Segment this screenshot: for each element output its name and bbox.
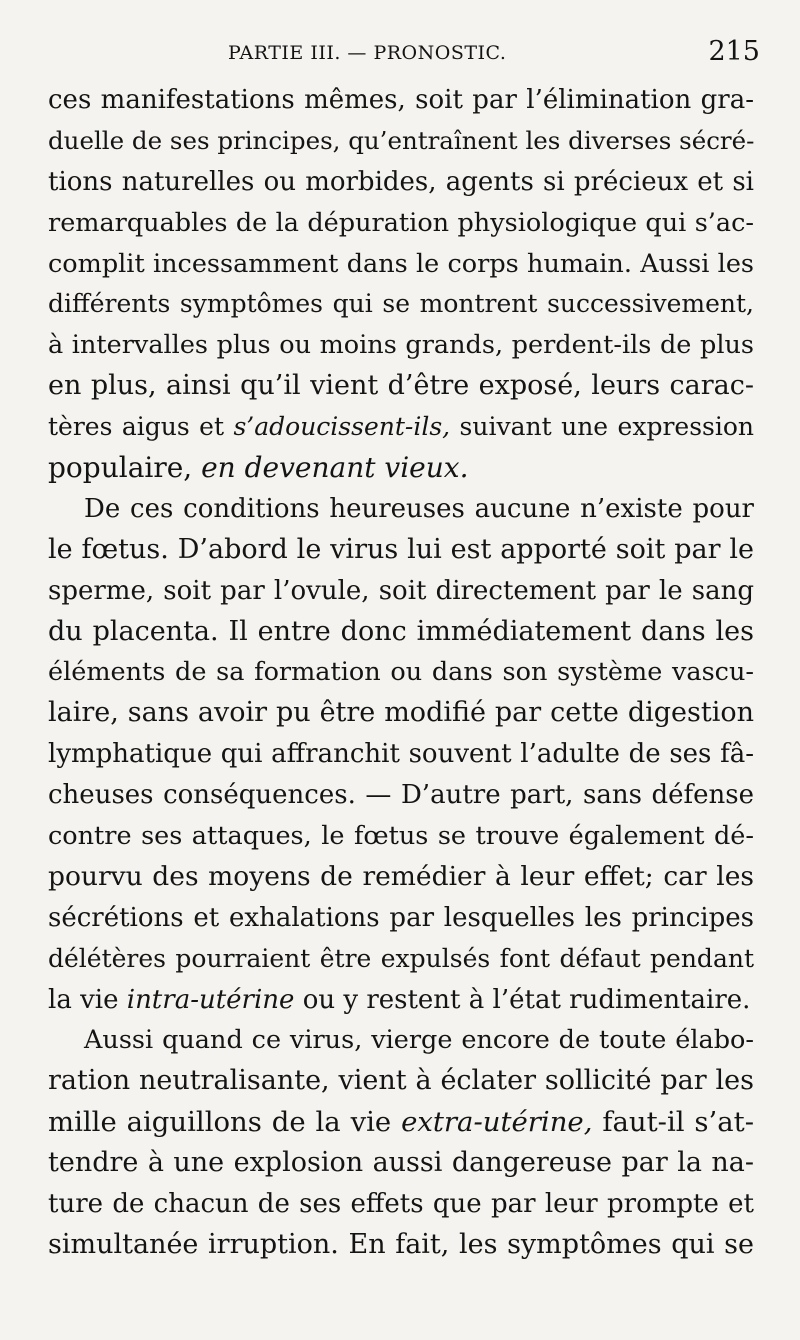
text-line <box>48 734 754 775</box>
text-run: contre ses attaques, le fœtus se trouve également dé- <box>48 821 754 852</box>
text-run: à intervalles plus ou moins grands, perdent-ils de plus <box>48 330 754 361</box>
text-line <box>48 775 754 816</box>
text-run: Aussi quand ce virus, vierge encore de toute élabo- <box>84 1025 754 1056</box>
text-line <box>48 366 754 407</box>
text-run: remarquables de la dépuration physiologique qui s’ac- <box>48 207 754 238</box>
text-line <box>48 80 754 121</box>
text-line <box>48 162 754 203</box>
text-line <box>48 448 754 489</box>
text-line <box>48 816 754 857</box>
text-run: lymphatique qui affranchit souvent l’adulte de ses fâ- <box>48 739 754 770</box>
text-run: tendre à une explosion aussi dangereuse par la na- <box>48 1147 754 1179</box>
running-title: PARTIE III. — PRONOSTIC. <box>228 42 507 64</box>
text-line <box>48 325 754 366</box>
text-run: ces manifestations mêmes, soit par l’élimination gra- <box>48 85 754 115</box>
text-run: faut-il s’at- <box>592 1106 754 1139</box>
text-run: duelle de ses principes, qu’entraînent les diverses sécré- <box>48 125 754 155</box>
text-line <box>48 857 754 898</box>
text-line <box>48 693 754 734</box>
text-run: le fœtus. D’abord le virus lui est apporté soit par le <box>48 533 754 565</box>
text-run: ou y restent à l’état rudimentaire. <box>294 984 751 1015</box>
text-line <box>48 1184 754 1225</box>
italic-phrase: en devenant vieux. <box>201 451 469 485</box>
text-run: ture de chacun de ses effets que par leur prompte et <box>48 1189 754 1220</box>
text-line <box>48 939 754 980</box>
text-run: du placenta. Il entre donc immédiatement dans les <box>48 615 754 647</box>
text-line <box>48 203 754 244</box>
text-run: la vie <box>48 984 127 1015</box>
text-line <box>48 898 754 939</box>
text-run: ration neutralisante, vient à éclater sollicité par les <box>48 1065 754 1097</box>
text-run: De ces conditions heureuses aucune n’existe pour <box>84 493 754 524</box>
text-run: sécrétions et exhalations par lesquelles les principes <box>48 902 754 933</box>
text-line <box>48 1061 754 1102</box>
text-line <box>48 612 754 653</box>
body-text <box>48 80 754 1266</box>
text-line <box>48 980 754 1021</box>
text-run: mille aiguillons de la vie <box>48 1106 402 1139</box>
text-run: différents symptômes qui se montrent successivement, <box>48 289 754 319</box>
text-line <box>48 407 754 448</box>
text-run: tères aigus et <box>48 412 234 442</box>
text-run: délétères pourraient être expulsés font défaut pendant <box>48 943 754 973</box>
text-run: laire, sans avoir pu être modifié par cette digestion <box>48 697 754 729</box>
text-line <box>48 489 754 530</box>
text-line <box>48 571 754 612</box>
text-line <box>48 284 754 325</box>
text-run: suivant une expression <box>450 412 754 442</box>
text-line <box>48 652 754 693</box>
text-run: en plus, ainsi qu’il vient d’être exposé, leurs carac- <box>48 370 754 402</box>
text-run: tions naturelles ou morbides, agents si précieux et si <box>48 166 754 197</box>
text-line <box>48 1020 754 1061</box>
text-line <box>48 1102 754 1143</box>
text-line <box>48 1143 754 1184</box>
italic-phrase: s’adoucissent-ils, <box>233 412 451 442</box>
running-head <box>48 36 760 76</box>
text-run: simultanée irruption. En fait, les symptômes qui se <box>48 1228 754 1260</box>
text-run: éléments de sa formation ou dans son système vascu- <box>48 657 754 688</box>
text-run: pourvu des moyens de remédier à leur effet; car les <box>48 860 754 892</box>
page-number: 215 <box>708 36 760 67</box>
text-run: cheuses conséquences. — D’autre part, sans défense <box>48 780 754 811</box>
text-line <box>48 1225 754 1266</box>
italic-phrase: intra-utérine <box>126 984 295 1015</box>
italic-phrase: extra-utérine, <box>401 1106 593 1139</box>
text-run: populaire, <box>48 451 202 485</box>
text-line <box>48 530 754 571</box>
text-line <box>48 244 754 285</box>
text-run: complit incessamment dans le corps humain. Aussi les <box>48 248 754 279</box>
text-line <box>48 121 754 162</box>
text-run: sperme, soit par l’ovule, soit directement par le sang <box>48 575 754 606</box>
